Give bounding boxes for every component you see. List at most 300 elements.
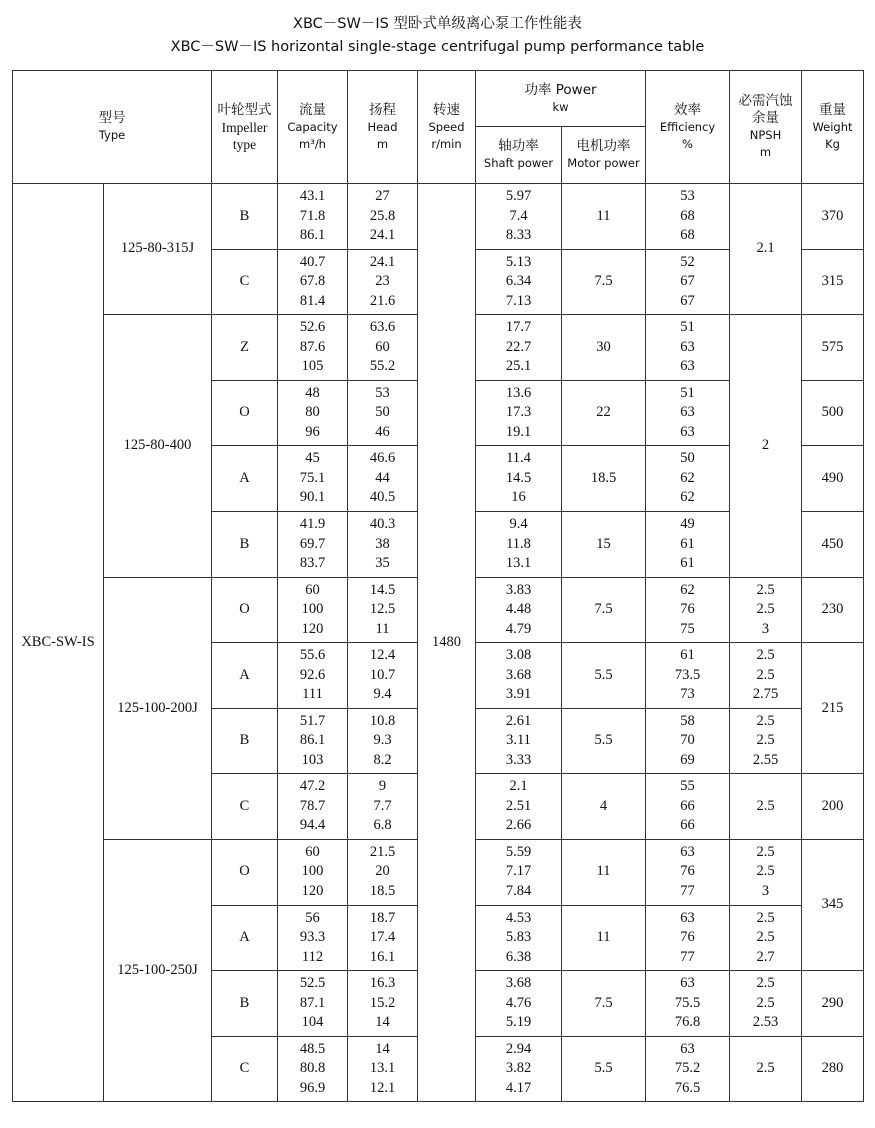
- header-npsh: [730, 71, 802, 184]
- shaft-power-cell-value: 3.08: [505, 647, 532, 664]
- head-cell-value: 40.5: [369, 489, 396, 506]
- efficiency-cell: [646, 577, 730, 643]
- shaft-power-cell-value: 6.38: [505, 948, 532, 965]
- shaft-power-cell: [476, 643, 562, 709]
- npsh-cell: [730, 708, 802, 774]
- impeller-cell: B: [212, 971, 278, 1037]
- efficiency-cell-value: 76: [680, 929, 695, 946]
- shaft-power-cell-value: 3.68: [505, 666, 532, 683]
- speed-cell: 1480: [418, 184, 476, 1102]
- header-capacity-cn: 流量: [299, 101, 326, 118]
- head-cell-value: 13.1: [369, 1060, 396, 1077]
- head-cell-value: 50: [375, 404, 390, 421]
- header-weight-en: Weight: [812, 119, 853, 134]
- pump-performance-table: [12, 70, 864, 1102]
- head-cell: [348, 1036, 418, 1102]
- shaft-power-cell: [476, 708, 562, 774]
- header-head-cn: 扬程: [369, 101, 396, 118]
- npsh-cell-value: 2.5: [756, 909, 775, 926]
- header-type: [13, 71, 212, 184]
- motor-power-cell: 15: [562, 511, 646, 577]
- head-cell-value: 18.7: [369, 909, 396, 926]
- efficiency-cell-value: 50: [680, 450, 695, 467]
- head-cell-value: 9.3: [373, 732, 392, 749]
- capacity-cell-value: 86.1: [299, 732, 326, 749]
- npsh-cell-value: 2.5: [756, 1060, 775, 1077]
- shaft-power-cell: [476, 380, 562, 446]
- npsh-cell-value: 3: [761, 620, 770, 637]
- efficiency-cell-value: 73: [680, 686, 695, 703]
- head-cell: [348, 643, 418, 709]
- shaft-power-cell-value: 25.1: [505, 358, 532, 375]
- header-motor-cn: 电机功率: [576, 138, 631, 154]
- head-cell-value: 53: [375, 384, 390, 401]
- head-cell: [348, 971, 418, 1037]
- efficiency-cell: [646, 905, 730, 971]
- head-cell-value: 6.8: [373, 817, 392, 834]
- capacity-cell-value: 93.3: [299, 929, 326, 946]
- header-impeller-en-1: Impeller: [221, 119, 268, 135]
- shaft-power-cell: [476, 315, 562, 381]
- npsh-cell-value: 2.5: [756, 732, 775, 749]
- header-head: [348, 71, 418, 184]
- shaft-power-cell: [476, 971, 562, 1037]
- shaft-power-cell-value: 7.17: [505, 863, 532, 880]
- capacity-cell-value: 87.6: [299, 338, 326, 355]
- capacity-cell-value: 40.7: [299, 253, 326, 270]
- efficiency-cell-value: 51: [680, 384, 695, 401]
- capacity-cell: [278, 184, 348, 250]
- model-cell: 125-80-400: [104, 315, 212, 577]
- capacity-cell: [278, 249, 348, 315]
- weight-cell: 370: [802, 184, 864, 250]
- head-cell-value: 63.6: [369, 319, 396, 336]
- npsh-cell-value: 2.5: [756, 647, 775, 664]
- shaft-power-cell-value: 5.83: [505, 929, 532, 946]
- efficiency-cell-value: 76.8: [674, 1014, 701, 1031]
- shaft-power-cell-value: 3.11: [506, 732, 531, 749]
- head-cell-value: 8.2: [373, 751, 392, 768]
- model-cell: 125-100-250J: [104, 839, 212, 1101]
- npsh-cell-value: 2.5: [756, 601, 775, 618]
- npsh-cell-value: 2.5: [756, 666, 775, 683]
- npsh-cell-value: 2.55: [752, 751, 779, 768]
- npsh-cell-value: 2.5: [756, 929, 775, 946]
- npsh-cell-value: 3: [761, 882, 770, 899]
- head-cell-value: 23: [375, 273, 390, 290]
- motor-power-cell: 30: [562, 315, 646, 381]
- capacity-cell-value: 120: [301, 620, 324, 637]
- weight-cell: 280: [802, 1036, 864, 1102]
- npsh-cell: [730, 643, 802, 709]
- head-cell-value: 21.5: [369, 843, 396, 860]
- capacity-cell-value: 71.8: [299, 207, 326, 224]
- capacity-cell-value: 96: [305, 423, 320, 440]
- shaft-power-cell-value: 6.34: [505, 273, 532, 290]
- head-cell-value: 40.3: [369, 516, 396, 533]
- efficiency-cell-value: 61: [680, 647, 695, 664]
- shaft-power-cell-value: 3.82: [505, 1060, 532, 1077]
- efficiency-cell: [646, 511, 730, 577]
- capacity-cell-value: 78.7: [299, 797, 326, 814]
- motor-power-cell: 5.5: [562, 1036, 646, 1102]
- head-cell: [348, 577, 418, 643]
- head-cell: [348, 511, 418, 577]
- capacity-cell-value: 67.8: [299, 273, 326, 290]
- header-npsh-unit: m: [759, 145, 772, 159]
- capacity-cell-value: 94.4: [299, 817, 326, 834]
- capacity-cell-value: 51.7: [299, 712, 326, 729]
- weight-cell: 490: [802, 446, 864, 512]
- shaft-power-cell: [476, 511, 562, 577]
- capacity-cell-value: 52.6: [299, 319, 326, 336]
- npsh-cell-value: 2.5: [756, 797, 775, 814]
- npsh-cell: [730, 839, 802, 905]
- weight-cell: 200: [802, 774, 864, 840]
- header-weight-unit: Kg: [825, 136, 840, 151]
- head-cell-value: 38: [375, 535, 390, 552]
- head-cell-value: 21.6: [369, 292, 396, 309]
- shaft-power-cell-value: 4.48: [505, 601, 532, 618]
- shaft-power-cell: [476, 184, 562, 250]
- header-shaft-cn: 轴功率: [498, 138, 539, 154]
- capacity-cell: [278, 1036, 348, 1102]
- capacity-cell-value: 120: [301, 882, 324, 899]
- capacity-cell-value: 96.9: [299, 1079, 326, 1096]
- efficiency-cell-value: 76.5: [674, 1079, 701, 1096]
- efficiency-cell-value: 55: [680, 778, 695, 795]
- npsh-cell-value: 2.5: [756, 994, 775, 1011]
- head-cell-value: 9: [378, 778, 387, 795]
- capacity-cell: [278, 380, 348, 446]
- efficiency-cell: [646, 184, 730, 250]
- head-cell: [348, 184, 418, 250]
- capacity-cell: [278, 971, 348, 1037]
- efficiency-cell-value: 53: [680, 188, 695, 205]
- npsh-cell: [730, 1036, 802, 1102]
- header-type-cn: 型号: [98, 110, 126, 126]
- header-npsh-en: NPSH: [749, 128, 782, 142]
- head-cell-value: 16.3: [369, 975, 396, 992]
- shaft-power-cell-value: 11.8: [506, 535, 531, 552]
- head-cell: [348, 839, 418, 905]
- header-npsh-cn-2: 余量: [752, 110, 780, 126]
- header-head-unit: m: [376, 136, 389, 151]
- capacity-cell: [278, 905, 348, 971]
- motor-power-cell: 11: [562, 184, 646, 250]
- efficiency-cell-value: 63: [680, 404, 695, 421]
- header-power: [476, 71, 646, 127]
- motor-power-cell: 7.5: [562, 249, 646, 315]
- capacity-cell-value: 112: [301, 948, 324, 965]
- header-type-en: Type: [98, 128, 126, 142]
- head-cell: [348, 249, 418, 315]
- header-speed-en: Speed: [428, 119, 465, 134]
- efficiency-cell-value: 62: [680, 581, 695, 598]
- efficiency-cell: [646, 708, 730, 774]
- shaft-power-cell: [476, 839, 562, 905]
- efficiency-cell: [646, 839, 730, 905]
- npsh-cell-value: 2.5: [756, 843, 775, 860]
- shaft-power-cell-value: 2.51: [505, 797, 532, 814]
- efficiency-cell-value: 69: [680, 751, 695, 768]
- capacity-cell-value: 105: [301, 358, 324, 375]
- impeller-cell: C: [212, 249, 278, 315]
- table-body: [13, 184, 864, 1102]
- impeller-cell: Z: [212, 315, 278, 381]
- shaft-power-cell: [476, 905, 562, 971]
- header-impeller-en-2: type: [232, 136, 257, 152]
- head-cell-value: 16.1: [369, 948, 396, 965]
- npsh-cell: 2: [730, 315, 802, 577]
- shaft-power-cell: [476, 446, 562, 512]
- shaft-power-cell-value: 14.5: [505, 469, 532, 486]
- motor-power-cell: 7.5: [562, 971, 646, 1037]
- shaft-power-cell-value: 7.13: [505, 292, 532, 309]
- header-efficiency-en: Efficiency: [659, 119, 716, 134]
- npsh-cell: [730, 971, 802, 1037]
- shaft-power-cell-value: 4.53: [505, 909, 532, 926]
- impeller-cell: A: [212, 643, 278, 709]
- capacity-cell-value: 83.7: [299, 555, 326, 572]
- shaft-power-cell-value: 8.33: [505, 227, 532, 244]
- npsh-cell: [730, 577, 802, 643]
- motor-power-cell: 7.5: [562, 577, 646, 643]
- npsh-cell-value: 2.5: [756, 581, 775, 598]
- motor-power-cell: 4: [562, 774, 646, 840]
- header-efficiency-unit: %: [682, 136, 693, 151]
- motor-power-cell: 18.5: [562, 446, 646, 512]
- shaft-power-cell-value: 7.84: [505, 882, 532, 899]
- shaft-power-cell: [476, 577, 562, 643]
- capacity-cell-value: 47.2: [299, 778, 326, 795]
- efficiency-cell-value: 70: [680, 732, 695, 749]
- efficiency-cell-value: 51: [680, 319, 695, 336]
- shaft-power-cell-value: 4.79: [505, 620, 532, 637]
- impeller-cell: B: [212, 708, 278, 774]
- shaft-power-cell-value: 7.4: [509, 207, 528, 224]
- capacity-cell-value: 43.1: [299, 188, 326, 205]
- head-cell-value: 11: [375, 620, 390, 637]
- efficiency-cell-value: 63: [680, 358, 695, 375]
- header-speed-unit: r/min: [431, 136, 462, 151]
- header-motor-en: Motor power: [567, 156, 640, 170]
- shaft-power-cell-value: 17.3: [505, 404, 532, 421]
- efficiency-cell: [646, 315, 730, 381]
- efficiency-cell-value: 75: [680, 620, 695, 637]
- efficiency-cell-value: 77: [680, 948, 695, 965]
- shaft-power-cell-value: 3.68: [505, 975, 532, 992]
- capacity-cell-value: 100: [301, 601, 324, 618]
- efficiency-cell-value: 73.5: [674, 666, 701, 683]
- head-cell-value: 14: [375, 1014, 390, 1031]
- shaft-power-cell-value: 2.94: [505, 1040, 532, 1057]
- npsh-cell-value: 2.5: [756, 712, 775, 729]
- capacity-cell-value: 111: [302, 686, 323, 703]
- header-speed-cn: 转速: [433, 101, 460, 118]
- npsh-cell-value: 2.75: [752, 686, 779, 703]
- impeller-cell: A: [212, 446, 278, 512]
- shaft-power-cell: [476, 774, 562, 840]
- table-title-chinese: XBC－SW－IS 型卧式单级离心泵工作性能表: [293, 16, 582, 32]
- head-cell: [348, 774, 418, 840]
- capacity-cell-value: 92.6: [299, 666, 326, 683]
- shaft-power-cell-value: 5.97: [505, 188, 532, 205]
- efficiency-cell-value: 66: [680, 817, 695, 834]
- capacity-cell: [278, 446, 348, 512]
- capacity-cell-value: 87.1: [299, 994, 326, 1011]
- efficiency-cell-value: 58: [680, 712, 695, 729]
- capacity-cell-value: 52.5: [299, 975, 326, 992]
- head-cell-value: 20: [375, 863, 390, 880]
- capacity-cell-value: 56: [305, 909, 320, 926]
- capacity-cell-value: 90.1: [299, 489, 326, 506]
- header-shaft-power: [476, 127, 562, 184]
- capacity-cell: [278, 774, 348, 840]
- efficiency-cell: [646, 446, 730, 512]
- impeller-cell: C: [212, 774, 278, 840]
- efficiency-cell-value: 68: [680, 227, 695, 244]
- efficiency-cell: [646, 643, 730, 709]
- capacity-cell-value: 60: [305, 581, 320, 598]
- head-cell-value: 12.4: [369, 647, 396, 664]
- header-head-en: Head: [367, 119, 398, 134]
- shaft-power-cell-value: 13.1: [505, 555, 532, 572]
- efficiency-cell: [646, 1036, 730, 1102]
- efficiency-cell-value: 63: [680, 338, 695, 355]
- npsh-cell: [730, 774, 802, 840]
- impeller-cell: A: [212, 905, 278, 971]
- capacity-cell: [278, 708, 348, 774]
- head-cell-value: 46.6: [369, 450, 396, 467]
- capacity-cell-value: 86.1: [299, 227, 326, 244]
- head-cell-value: 12.5: [369, 601, 396, 618]
- weight-cell: 450: [802, 511, 864, 577]
- capacity-cell-value: 80: [305, 404, 320, 421]
- capacity-cell: [278, 315, 348, 381]
- header-speed: [418, 71, 476, 184]
- capacity-cell-value: 41.9: [299, 516, 326, 533]
- npsh-cell: [730, 905, 802, 971]
- shaft-power-cell-value: 3.33: [505, 751, 532, 768]
- header-impeller: [212, 71, 278, 184]
- efficiency-cell-value: 61: [680, 535, 695, 552]
- series-cell: XBC-SW-IS: [13, 184, 104, 1102]
- capacity-cell-value: 103: [301, 751, 324, 768]
- weight-cell: 290: [802, 971, 864, 1037]
- capacity-cell-value: 81.4: [299, 292, 326, 309]
- capacity-cell-value: 75.1: [299, 469, 326, 486]
- shaft-power-cell-value: 9.4: [509, 516, 528, 533]
- npsh-cell-value: 2.53: [752, 1014, 779, 1031]
- efficiency-cell-value: 66: [680, 797, 695, 814]
- efficiency-cell-value: 63: [680, 423, 695, 440]
- capacity-cell-value: 100: [301, 863, 324, 880]
- shaft-power-cell-value: 2.61: [505, 712, 532, 729]
- shaft-power-cell-value: 5.19: [505, 1014, 532, 1031]
- shaft-power-cell-value: 2.1: [509, 778, 528, 795]
- header-weight: [802, 71, 864, 184]
- shaft-power-cell-value: 16: [511, 489, 526, 506]
- impeller-cell: O: [212, 577, 278, 643]
- capacity-cell: [278, 511, 348, 577]
- table-title-english: XBC－SW－IS horizontal single-stage centrifugal pump performance table: [170, 39, 705, 55]
- capacity-cell-value: 80.8: [299, 1060, 326, 1077]
- efficiency-cell-value: 52: [680, 253, 695, 270]
- head-cell-value: 14.5: [369, 581, 396, 598]
- header-capacity-unit: m³/h: [299, 136, 326, 151]
- head-cell-value: 24.1: [369, 253, 396, 270]
- motor-power-cell: 5.5: [562, 643, 646, 709]
- weight-cell: 215: [802, 643, 864, 774]
- head-cell-value: 17.4: [369, 929, 396, 946]
- shaft-power-cell-value: 13.6: [505, 384, 532, 401]
- efficiency-cell-value: 63: [680, 975, 695, 992]
- head-cell-value: 12.1: [369, 1079, 396, 1096]
- npsh-cell-value: 2.5: [756, 863, 775, 880]
- head-cell: [348, 708, 418, 774]
- shaft-power-cell-value: 5.59: [505, 843, 532, 860]
- motor-power-cell: 5.5: [562, 708, 646, 774]
- header-shaft-en: Shaft power: [483, 156, 554, 170]
- header-capacity-en: Capacity: [287, 119, 338, 134]
- model-cell: 125-100-200J: [104, 577, 212, 839]
- efficiency-cell-value: 62: [680, 469, 695, 486]
- shaft-power-cell: [476, 249, 562, 315]
- header-power-unit: kw: [552, 99, 569, 114]
- efficiency-cell: [646, 380, 730, 446]
- efficiency-cell-value: 49: [680, 516, 695, 533]
- head-cell: [348, 380, 418, 446]
- efficiency-cell: [646, 249, 730, 315]
- head-cell-value: 24.1: [369, 227, 396, 244]
- table-row: [13, 184, 864, 250]
- head-cell-value: 60: [375, 338, 390, 355]
- efficiency-cell-value: 75.2: [674, 1060, 701, 1077]
- npsh-cell: 2.1: [730, 184, 802, 315]
- head-cell-value: 25.8: [369, 207, 396, 224]
- shaft-power-cell-value: 3.83: [505, 581, 532, 598]
- impeller-cell: B: [212, 184, 278, 250]
- shaft-power-cell: [476, 1036, 562, 1102]
- weight-cell: 230: [802, 577, 864, 643]
- efficiency-cell-value: 76: [680, 863, 695, 880]
- head-cell-value: 46: [375, 423, 390, 440]
- weight-cell: 575: [802, 315, 864, 381]
- head-cell-value: 10.8: [369, 712, 396, 729]
- capacity-cell-value: 45: [305, 450, 320, 467]
- shaft-power-cell-value: 11.4: [506, 450, 531, 467]
- efficiency-cell: [646, 971, 730, 1037]
- weight-cell: 500: [802, 380, 864, 446]
- head-cell-value: 9.4: [373, 686, 392, 703]
- head-cell: [348, 446, 418, 512]
- efficiency-cell-value: 63: [680, 1040, 695, 1057]
- efficiency-cell-value: 67: [680, 273, 695, 290]
- efficiency-cell-value: 76: [680, 601, 695, 618]
- capacity-cell-value: 69.7: [299, 535, 326, 552]
- header-capacity: [278, 71, 348, 184]
- capacity-cell-value: 55.6: [299, 647, 326, 664]
- impeller-cell: O: [212, 839, 278, 905]
- head-cell-value: 15.2: [369, 994, 396, 1011]
- efficiency-cell-value: 63: [680, 909, 695, 926]
- impeller-cell: B: [212, 511, 278, 577]
- capacity-cell-value: 60: [305, 843, 320, 860]
- shaft-power-cell-value: 4.76: [505, 994, 532, 1011]
- shaft-power-cell-value: 5.13: [505, 253, 532, 270]
- head-cell: [348, 315, 418, 381]
